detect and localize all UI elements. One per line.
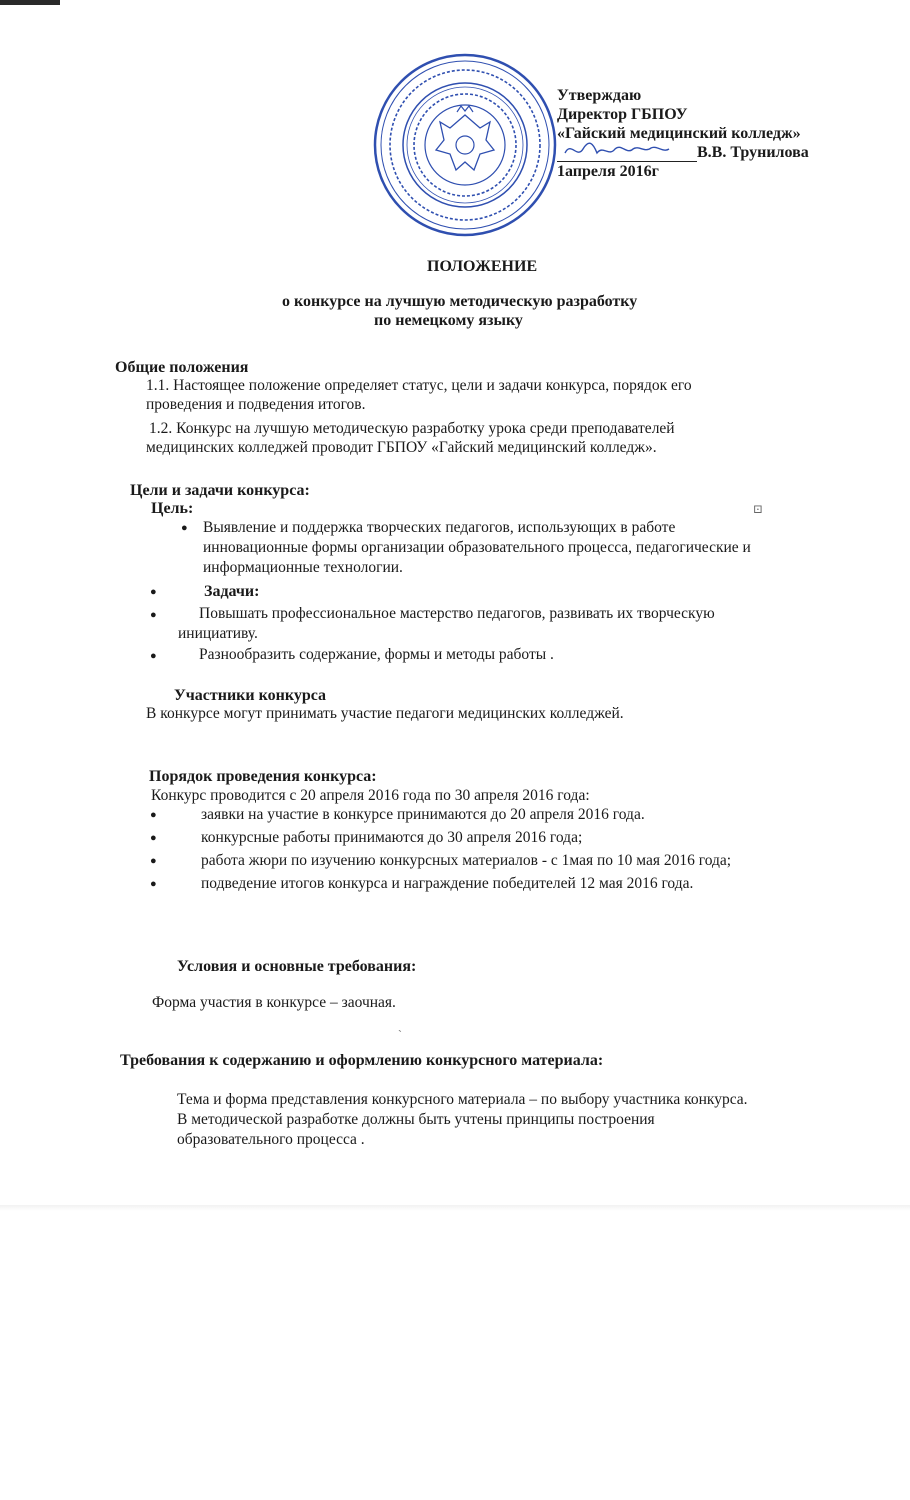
bullet-icon: ●: [181, 522, 188, 534]
bullet-icon: ●: [150, 832, 157, 844]
goal-text-line2: инновационные формы организации образовательного процесса, педагогические и: [203, 539, 751, 556]
approval-line-position: Директор ГБПОУ: [557, 106, 688, 123]
general-p1-line2: проведения и подведения итогов.: [146, 396, 366, 413]
bullet-icon: ●: [150, 609, 157, 621]
procedure-intro: Конкурс проводится с 20 апреля 2016 года по 30 апреля 2016 года:: [151, 787, 590, 804]
bullet-icon: ●: [150, 809, 157, 821]
procedure-item-3: работа жюри по изучению конкурсных материалов - с 1мая по 10 мая 2016 года;: [201, 852, 732, 869]
approval-signature-line: [557, 143, 809, 162]
scan-edge-mark: [0, 0, 60, 5]
goal-label: Цель:: [151, 500, 194, 517]
section-heading-general: Общие положения: [115, 359, 249, 376]
bullet-icon: ●: [150, 650, 157, 662]
bullet-icon: ●: [150, 855, 157, 867]
participants-text: В конкурсе могут принимать участие педагоги медицинских колледжей.: [146, 705, 624, 722]
scan-artifact-mark: ⊡: [753, 502, 764, 516]
approval-line-approve: Утверждаю: [557, 87, 642, 104]
section-heading-procedure: Порядок проведения конкурса:: [149, 768, 377, 785]
task2-text: Разнообразить содержание, формы и методы работы .: [199, 646, 554, 663]
section-heading-conditions: Условия и основные требования:: [177, 958, 417, 975]
conditions-text: Форма участия в конкурсе – заочная.: [152, 994, 396, 1011]
general-p1-line1: 1.1. Настоящее положение определяет статус, цели и задачи конкурса, порядок его: [146, 377, 692, 394]
section-heading-requirements: Требования к содержанию и оформлению конкурсного материала:: [120, 1052, 604, 1069]
official-seal-stamp: [370, 50, 560, 240]
scan-artifact-mark: ˴: [398, 1022, 402, 1036]
procedure-item-2: конкурсные работы принимаются до 30 апреля 2016 года;: [201, 829, 583, 846]
general-p2-line1: 1.2. Конкурс на лучшую методическую разработку урока среди преподавателей: [149, 420, 675, 437]
signature-underline: [557, 147, 697, 162]
procedure-item-4: подведение итогов конкурса и награждение победителей 12 мая 2016 года.: [201, 875, 694, 892]
document-title: ПОЛОЖЕНИЕ: [427, 258, 538, 275]
signer-name: В.В. Трунилова: [697, 144, 809, 161]
procedure-item-1: заявки на участие в конкурсе принимаются до 20 апреля 2016 года.: [201, 806, 645, 823]
goal-text-line3: информационные технологии.: [203, 559, 403, 576]
tasks-label: Задачи:: [204, 583, 260, 600]
document-subtitle-line2: по немецкому языку: [374, 312, 523, 329]
section-heading-participants: Участники конкурса: [174, 687, 327, 704]
task1-line2: инициативу.: [178, 625, 258, 642]
bullet-icon: ●: [150, 878, 157, 890]
general-p2-line2: медицинских колледжей проводит ГБПОУ «Гайский медицинский колледж».: [146, 439, 657, 456]
task1-line1: Повышать профессиональное мастерство педагогов, развивать их творческую: [199, 605, 715, 622]
section-heading-goals: Цели и задачи конкурса:: [130, 482, 310, 499]
bullet-icon: ●: [150, 586, 157, 598]
approval-line-organization: «Гайский медицинский колледж»: [557, 125, 801, 142]
requirements-line2: В методической разработке должны быть учтены принципы построения: [177, 1111, 655, 1128]
requirements-line1: Тема и форма представления конкурсного материала – по выбору участника конкурса.: [177, 1091, 748, 1108]
scan-page-edge: [0, 1205, 910, 1211]
approval-block: [557, 86, 809, 181]
goal-text-line1: Выявление и поддержка творческих педагогов, использующих в работе: [203, 519, 676, 536]
handwritten-signature: [557, 139, 697, 161]
document-subtitle-line1: о конкурсе на лучшую методическую разработку: [282, 293, 638, 310]
approval-date: 1апреля 2016г: [557, 163, 659, 180]
requirements-line3: образовательного процесса .: [177, 1131, 365, 1148]
